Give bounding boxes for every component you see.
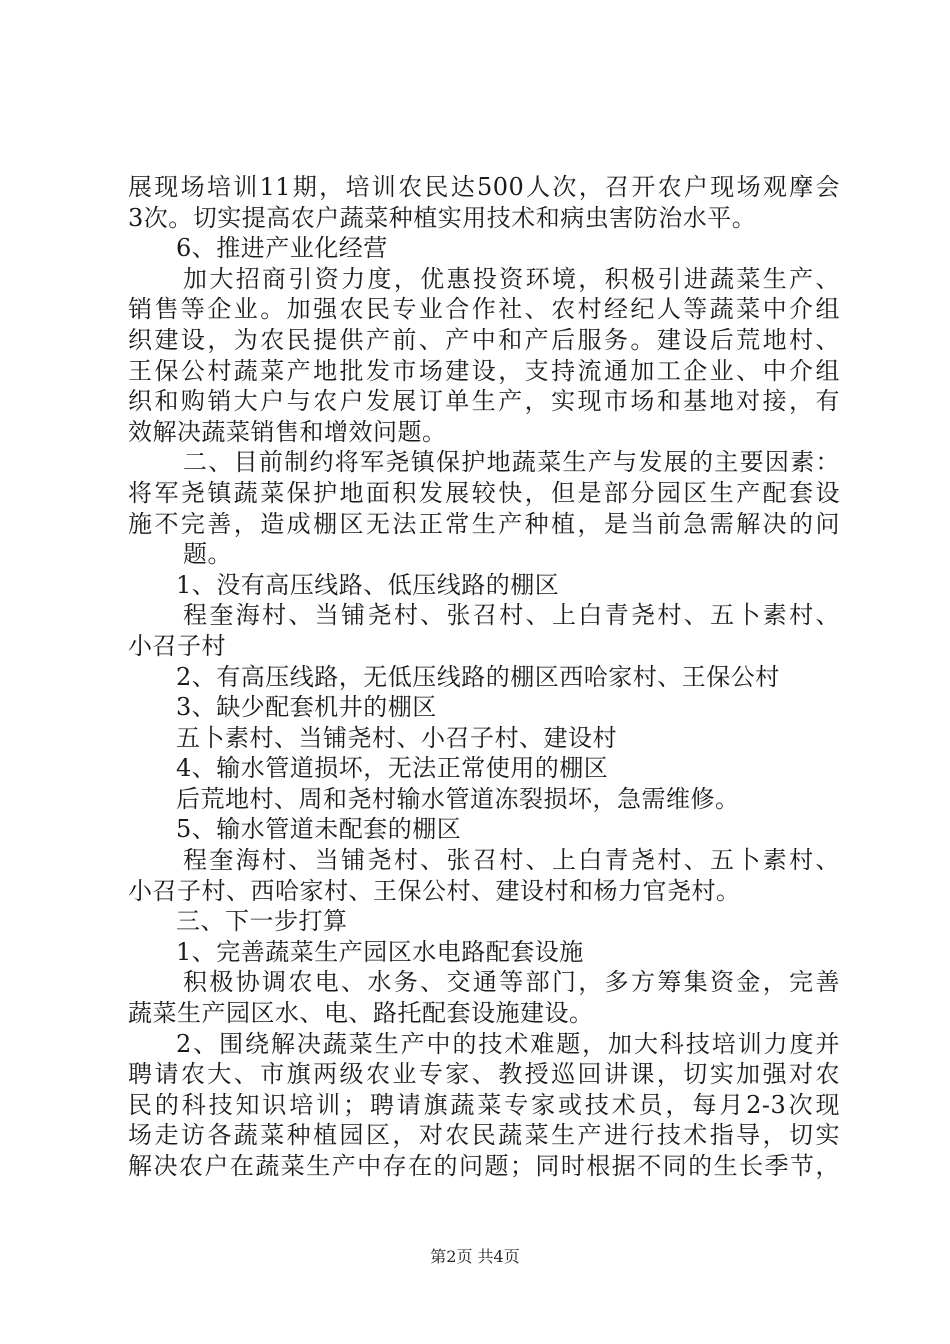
page-number-footer: 第2页 共4页 — [430, 1247, 520, 1266]
text-line: 聘请农大、市旗两级农业专家、教授巡回讲课，切实加强对农 — [128, 1060, 840, 1089]
text-line: 小召子村 — [128, 631, 226, 660]
text-line: 销售等企业。加强农民专业合作社、农村经纪人等蔬菜中介组 — [128, 295, 840, 324]
section-heading: 6、推进产业化经营 — [176, 234, 388, 263]
list-heading: 3、缺少配套机井的棚区 — [176, 693, 437, 722]
text-line: 施不完善，造成棚区无法正常生产种植，是当前急需解决的问 — [128, 509, 840, 538]
document-body — [128, 172, 840, 1182]
text-line: 织建设，为农民提供产前、产中和产后服务。建设后荒地村、 — [128, 325, 840, 354]
text-line: 织和购销大户与农户发展订单生产，实现市场和基地对接，有 — [128, 387, 840, 416]
list-heading: 5、输水管道未配套的棚区 — [176, 815, 462, 844]
list-heading: 1、完善蔬菜生产园区水电路配套设施 — [176, 937, 584, 966]
text-line: 展现场培训11期，培训农民达500人次，召开农户现场观摩会 — [128, 173, 840, 201]
list-heading: 2、有高压线路，无低压线路的棚区西哈家村、王保公村 — [176, 662, 780, 691]
section-heading: 二、目前制约将军尧镇保护地蔬菜生产与发展的主要因素： — [183, 448, 840, 477]
text-line: 小召子村、西哈家村、王保公村、建设村和杨力官尧村。 — [128, 876, 741, 905]
text-line: 程奎海村、当铺尧村、张召村、上白青尧村、五卜素村、 — [183, 601, 840, 630]
text-line: 王保公村蔬菜产地批发市场建设，支持流通加工企业、中介组 — [128, 356, 840, 385]
text-line: 解决农户在蔬菜生产中存在的问题；同时根据不同的生长季节， — [128, 1152, 840, 1180]
text-line: 五卜素村、当铺尧村、小召子村、建设村 — [176, 723, 617, 752]
section-heading: 三、下一步打算 — [176, 907, 348, 936]
list-heading: 1、没有高压线路、低压线路的棚区 — [176, 570, 560, 599]
text-line: 程奎海村、当铺尧村、张召村、上白青尧村、五卜素村、 — [183, 846, 840, 875]
text-line: 场走访各蔬菜种植园区，对农民蔬菜生产进行技术指导，切实 — [128, 1121, 840, 1150]
list-heading: 4、输水管道损坏，无法正常使用的棚区 — [176, 754, 609, 783]
text-line: 蔬菜生产园区水、电、路托配套设施建设。 — [128, 999, 594, 1028]
text-line: 2、围绕解决蔬菜生产中的技术难题，加大科技培训力度并 — [176, 1029, 840, 1058]
text-line: 将军尧镇蔬菜保护地面积发展较快，但是部分园区生产配套设 — [128, 478, 840, 507]
text-line: 民的科技知识培训；聘请旗蔬菜专家或技术员，每月2-3次现 — [128, 1090, 840, 1119]
text-line: 后荒地村、周和尧村输水管道冻裂损坏，急需维修。 — [176, 784, 740, 813]
text-line: 题。 — [183, 540, 232, 569]
text-line: 加大招商引资力度，优惠投资环境，积极引进蔬菜生产、 — [183, 264, 840, 293]
text-line: 积极协调农电、水务、交通等部门，多方筹集资金，完善 — [183, 968, 840, 997]
text-line: 3次。切实提高农户蔬菜种植实用技术和病虫害防治水平。 — [128, 203, 757, 232]
text-line: 效解决蔬菜销售和增效问题。 — [128, 417, 447, 446]
